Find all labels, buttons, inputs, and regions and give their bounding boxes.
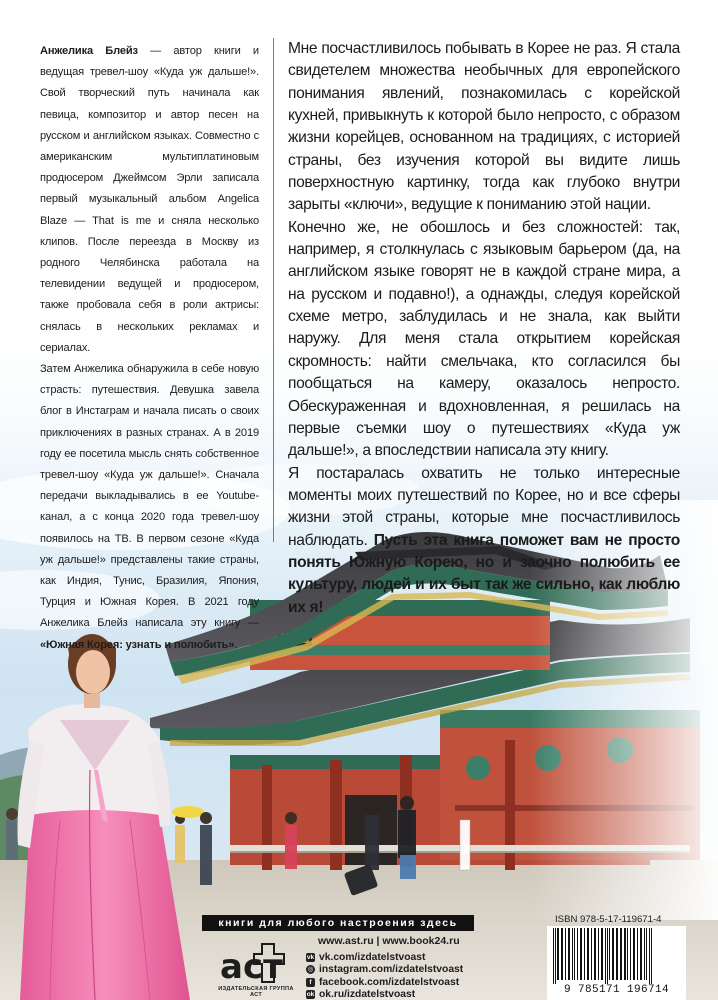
publisher-caption: ИЗДАТЕЛЬСКАЯ ГРУППА АСТ xyxy=(218,986,294,998)
social-link-text: ok.ru/izdatelstvoast xyxy=(319,989,416,1000)
barcode-bar xyxy=(607,928,608,984)
barcode-bar xyxy=(620,928,622,980)
annotation-paragraph-2 xyxy=(288,217,680,463)
barcode-bar xyxy=(555,928,556,984)
author-bio xyxy=(40,41,259,656)
annotation-text: Я постаралась охватить не только интересные моменты моих путешествий по Корее, но и все сферы жизни этой страны, которые мне посчастливилось наблюдать. xyxy=(288,464,680,549)
bio-text: — автор книги и ведущая тревел-шоу «Куда уж дальше!». Свой творческий путь начинала как певица, композитор и автор песен на русском и английском языках. Совместно с американским мультиплатиновым продюсером Джеймсом Эрли записала первый музыкальный альбом Angelica Blaze — That is me и сняла несколько клипов. После переезда в Москву из родного Челябинска работала на телевидении ведущей и продюсером, также пробовала себя в роли актрисы: снялась в нескольких рекламах и сериалах. xyxy=(40,45,259,354)
book-annotation xyxy=(288,38,680,619)
barcode-icon xyxy=(547,926,686,984)
barcode-bar xyxy=(568,928,570,980)
annotation-text: Мне посчастливилось побывать в Корее не раз. Я стала свидетелем множества необычных для европейского понимания явлений, познакомилась с корейской кухней, привыкнуть к которой было непросто, с образом жизни корейцев, основанном на традициях, с историей страны, без изучения которой вы видите лишь поверхностную картинку, тогда как глубоко внутри зарыты «ключи», ведущие к пониманию этой нации. xyxy=(288,40,680,214)
barcode-bar xyxy=(609,928,610,980)
barcode-bar xyxy=(630,928,631,980)
isbn-label: ISBN 978-5-17-119671-4 xyxy=(555,914,662,925)
barcode-bar xyxy=(584,928,585,980)
barcode-bar xyxy=(598,928,599,980)
bio-paragraph-1 xyxy=(40,41,259,359)
barcode-bar xyxy=(565,928,566,980)
social-link-odnoklassniki[interactable] xyxy=(306,989,463,1000)
annotation-paragraph-3 xyxy=(288,463,680,619)
bio-text: Затем Анжелика обнаружила в себе новую страсть: путешествия. Девушка завела блог в Инстаграм и начала писать о своих приключениях в разных странах. А в 2019 году ее посетила мысль снять собственное тревел-шоу «Куда уж дальше!». Сначала передачи выкладывались в ее Youtube-канал, а с конца 2020 года тревел-шоу появилось на ТВ. В первом сезоне «Куда уж дальше!» представлены такие страны, как Индия, Тунис, Бразилия, Япония, Турция и Южная Корея. В 2021 году Анжелика Блейз написала эту книгу — xyxy=(40,363,259,630)
ast-logo xyxy=(214,940,298,996)
barcode-bar xyxy=(649,928,650,984)
barcode-bar xyxy=(572,928,573,980)
barcode-bar xyxy=(644,928,645,980)
annotation-bold-text: Пусть эта книга поможет вам не просто понять Южную Корею, но и заочно полюбить ее культуру, людей и их быт так же сильно, как люблю их я! xyxy=(288,531,680,616)
annotation-text: Конечно же, не обошлось и без сложностей: так, например, я столкнулась с языковым барьером (да, на английском языке говорят не в каждой стране мира, а на русском и подавно!), а однажды, следуя корейской схеме метро, заблудилась и не знала, как выйти наружу. Для меня стала открытием корейская скромность: найти смельчака, кто согласился бы пообщаться на камеру, оказалось непросто. Обескураженная и вдохновленная, я решилась на первые съемки шоу о путешествиях «Куда уж дальше!», а впоследствии написала эту книгу. xyxy=(288,218,680,460)
barcode-bar xyxy=(612,928,614,980)
barcode-bar xyxy=(627,928,628,980)
book-title: «Южная Корея: узнать и полюбить» xyxy=(40,638,235,651)
barcode-bar xyxy=(574,928,575,980)
barcode-bar xyxy=(616,928,618,980)
barcode-digits: 9 785171 196714 xyxy=(563,984,670,996)
odnoklassniki-icon: ok xyxy=(306,991,315,999)
social-link-text: vk.com/izdatelstvoast xyxy=(319,951,426,963)
bio-paragraph-2 xyxy=(40,359,259,656)
barcode-bar xyxy=(633,928,635,980)
social-link-text: instagram.com/izdatelstvoast xyxy=(319,964,464,976)
barcode-bar xyxy=(651,928,652,984)
barcode-bar xyxy=(640,928,642,980)
barcode-bar xyxy=(561,928,563,980)
social-link-vk[interactable] xyxy=(306,951,463,964)
ast-logo-icon xyxy=(214,940,298,986)
barcode-bar xyxy=(601,928,603,980)
column-divider xyxy=(273,38,274,542)
svg-text:аст: аст xyxy=(220,947,283,986)
vk-icon: vk xyxy=(306,953,315,961)
barcode-bar xyxy=(553,928,554,984)
barcode-bar xyxy=(587,928,589,980)
social-link-text: facebook.com/izdatelstvoast xyxy=(319,976,460,988)
barcode-bar xyxy=(591,928,592,980)
barcode-bar xyxy=(637,928,638,980)
bio-text: . xyxy=(234,638,238,651)
social-link-facebook[interactable] xyxy=(306,976,463,989)
publisher-websites: www.ast.ru | www.book24.ru xyxy=(318,935,460,947)
barcode-bar xyxy=(624,928,626,980)
annotation-paragraph-1 xyxy=(288,38,680,217)
barcode xyxy=(547,926,686,1000)
facebook-icon: f xyxy=(306,978,315,987)
barcode-bar xyxy=(594,928,596,980)
barcode-bar xyxy=(580,928,582,980)
social-links xyxy=(306,951,463,1000)
instagram-icon: ◎ xyxy=(307,966,314,974)
author-name: Анжелика Блейз xyxy=(40,45,138,57)
publisher-tagline: книги для любого настроения здесь xyxy=(202,915,474,931)
barcode-bar xyxy=(577,928,578,980)
barcode-bar xyxy=(605,928,606,984)
barcode-bar xyxy=(646,928,647,980)
social-link-instagram[interactable] xyxy=(306,964,463,977)
barcode-bar xyxy=(557,928,559,980)
